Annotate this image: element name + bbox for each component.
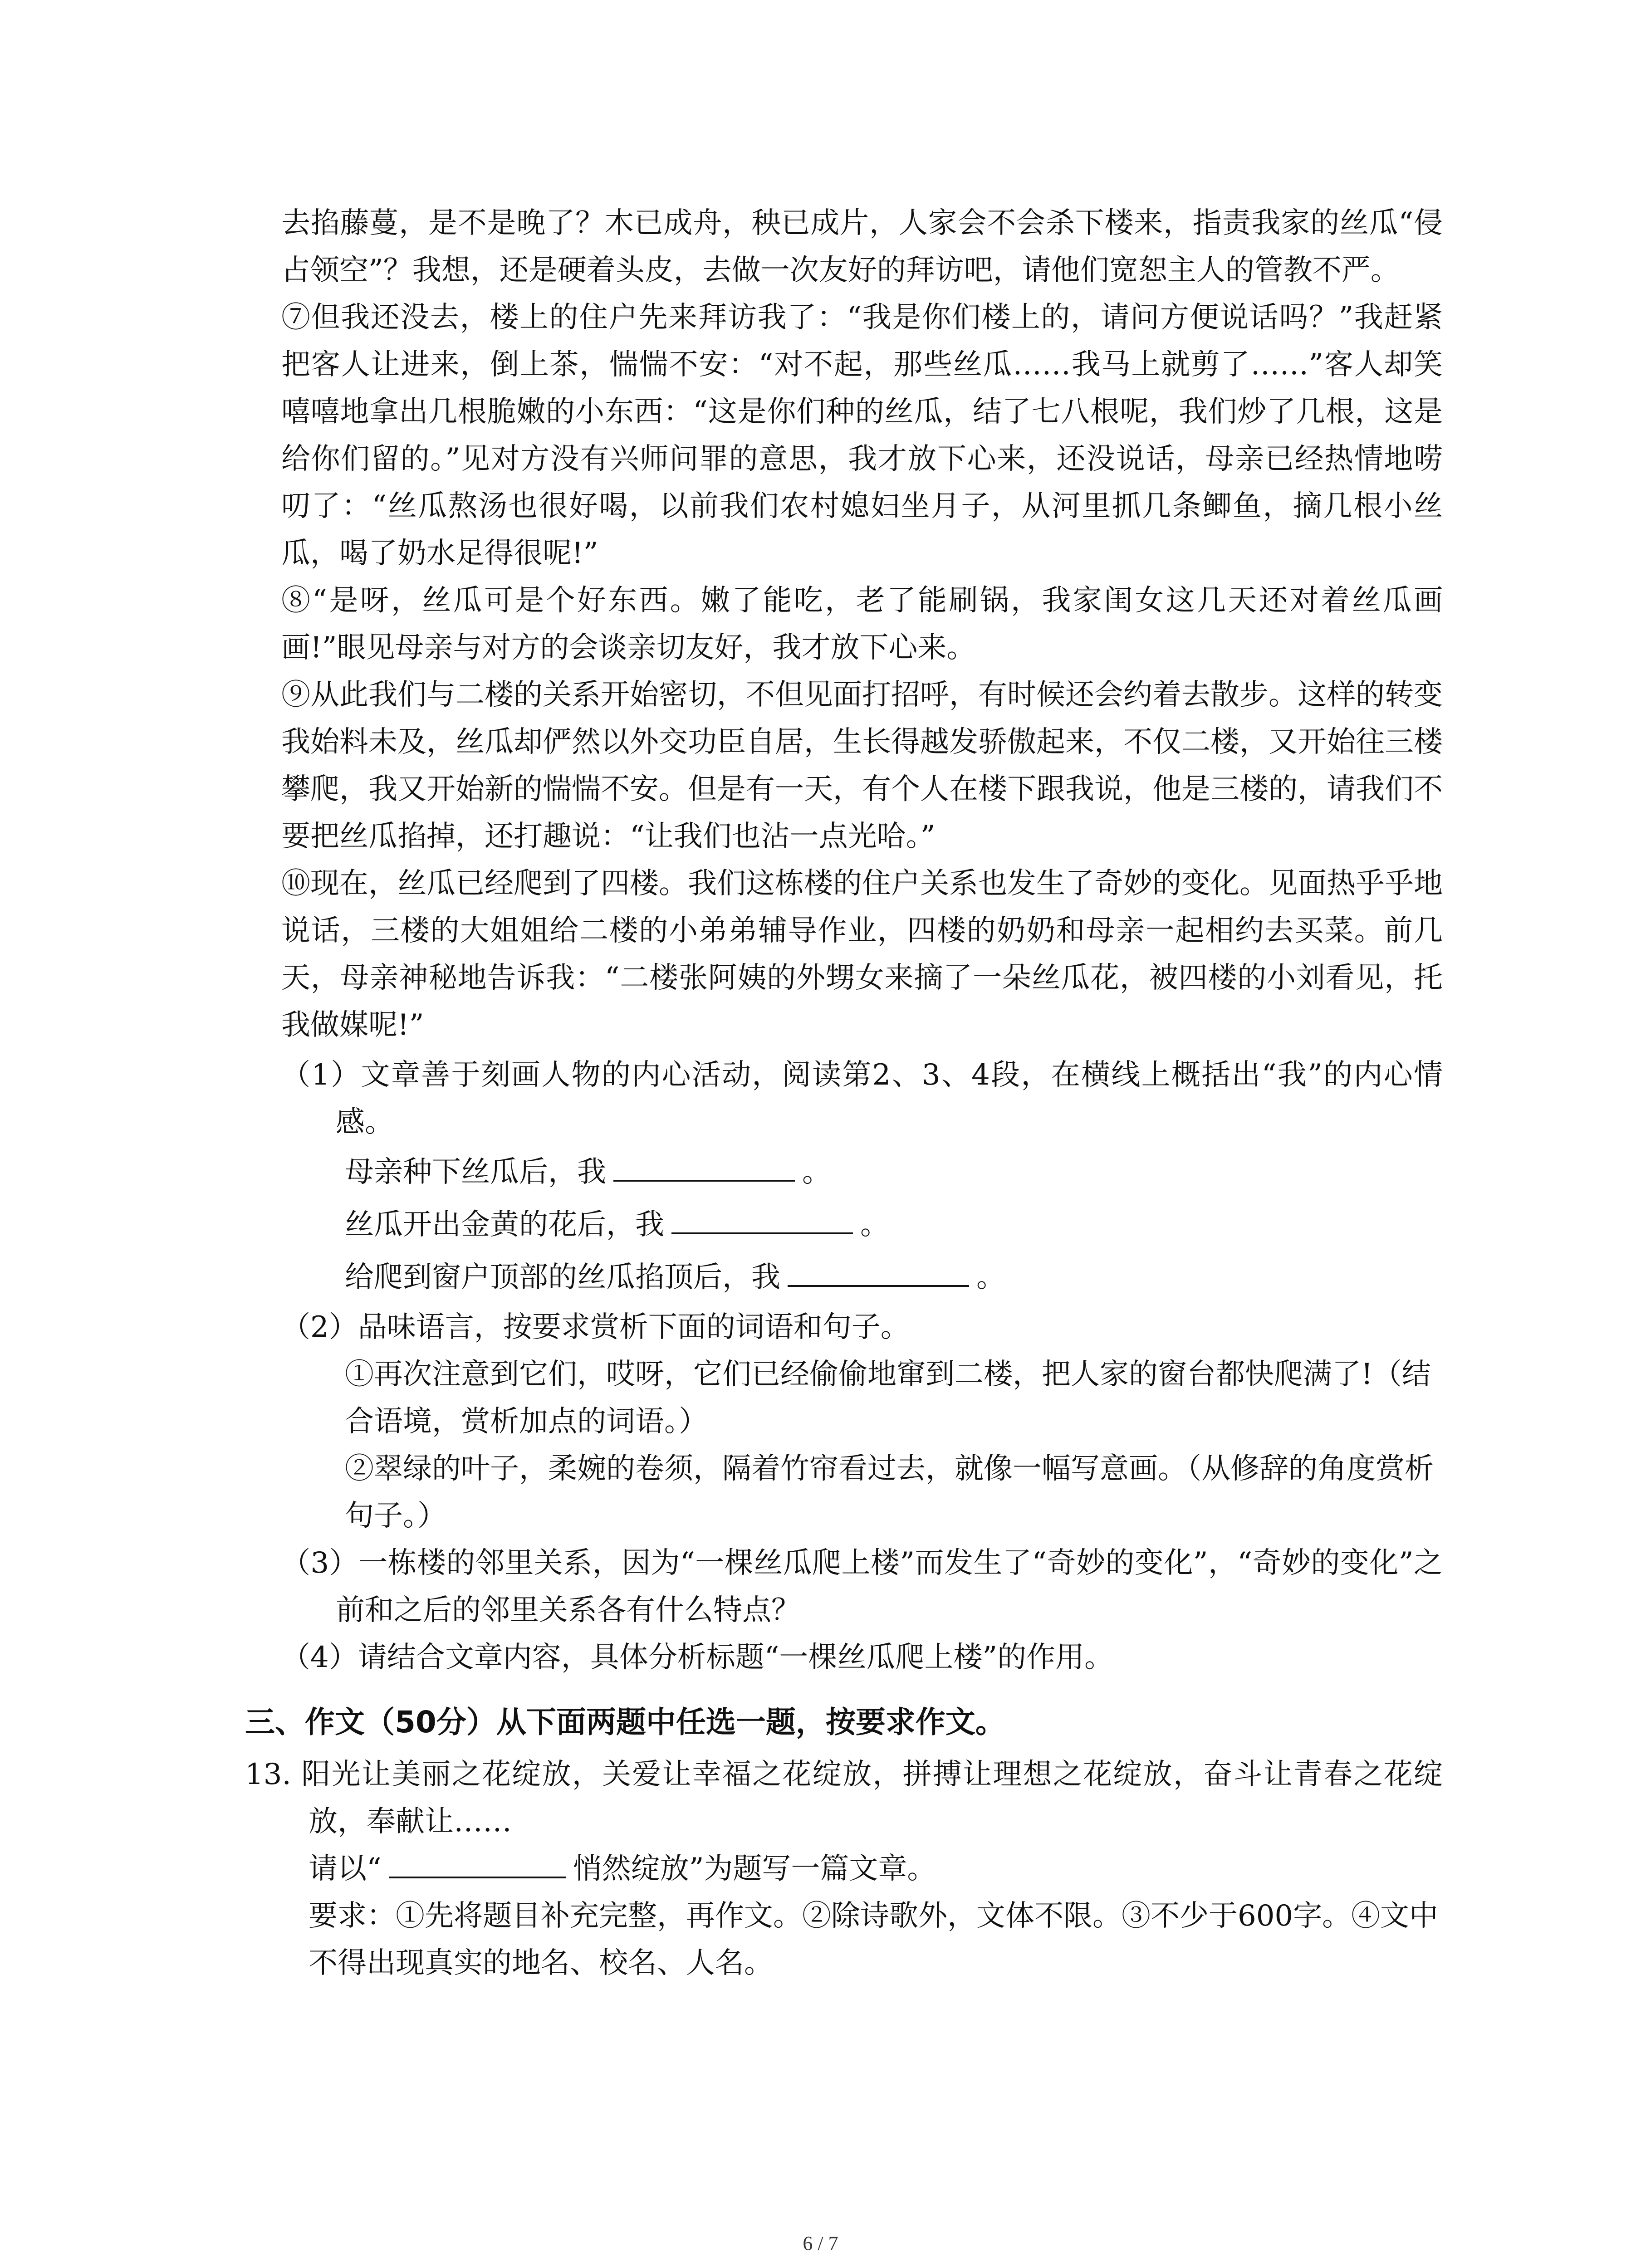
- answer-blank-2[interactable]: [671, 1205, 853, 1234]
- title-blank[interactable]: [389, 1849, 566, 1878]
- section-3-heading: 三、作文（50分）从下面两题中任选一题，按要求作文。: [245, 1705, 1005, 1740]
- fill-1-prefix: 母亲种下丝瓜后，我: [345, 1155, 606, 1189]
- passage-paragraph-9: ⑨从此我们与二楼的关系开始密切，不但见面打招呼，有时候还会约着去散步。这样的转变我始料未及，丝瓜却俨然以外交功臣自居，生长得越发骄傲起来，不仅二楼，又开始往三楼攀爬，我又开始新的惴惴不安。但是有一天，有个人在楼下跟我说，他是三楼的，请我们不要把丝瓜掐掉，还打趣说：“让我们也沾一点光哈。”: [281, 678, 1443, 853]
- question-2-item-2: ②翠绿的叶子，柔婉的卷须，隔着竹帘看过去，就像一幅写意画。（从修辞的角度赏析句子。）: [345, 1452, 1434, 1533]
- question-1-fill-1: [281, 1146, 1443, 1198]
- fill-2-suffix: 。: [860, 1208, 889, 1242]
- passage-paragraph-7: ⑦但我还没去，楼上的住户先来拜访我了：“我是你们楼上的，请问方便说话吗？”我赶紧把客人让进来，倒上茶，惴惴不安：“对不起，那些丝瓜……我马上就剪了……”客人却笑嘻嘻地拿出几根脆嫩的小东西：“这是你们种的丝瓜，结了七八根呢，我们炒了几根，这是给你们留的。”见对方没有兴师问罪的意思，我才放下心来，还没说话，母亲已经热情地唠叨了：“丝瓜熬汤也很好喝，以前我们农村媳妇坐月子，从河里抓几条鲫鱼，摘几根小丝瓜，喝了奶水足得很呢!”: [281, 301, 1443, 570]
- page-number: 6 / 7: [803, 2232, 838, 2254]
- question-1-fill-2: [281, 1198, 1443, 1251]
- passage-paragraph-10: ⑩现在，丝瓜已经爬到了四楼。我们这栋楼的住户关系也发生了奇妙的变化。见面热乎乎地说话，三楼的大姐姐给二楼的小弟弟辅导作业，四楼的奶奶和母亲一起相约去买菜。前几天，母亲神秘地告诉我：“二楼张阿姨的外甥女来摘了一朵丝瓜花，被四楼的小刘看见，托我做媒呢!”: [281, 867, 1443, 1042]
- fill-2-prefix: 丝瓜开出金黄的花后，我: [345, 1208, 664, 1242]
- passage-paragraph-6-continued: 去掐藤蔓，是不是晚了？木已成舟，秧已成片，人家会不会杀下楼来，指责我家的丝瓜“侵占领空”？我想，还是硬着头皮，去做一次友好的拜访吧，请他们宽恕主人的管教不严。: [281, 206, 1443, 287]
- question-2: （2）品味语言，按要求赏析下面的词语和句子。: [281, 1310, 910, 1344]
- answer-blank-1[interactable]: [613, 1153, 795, 1182]
- question-13-requirements: 要求：①先将题目补充完整，再作文。②除诗歌外，文体不限。③不少于600字。④文中不得出现真实的地名、校名、人名。: [309, 1899, 1439, 1980]
- answer-blank-3[interactable]: [788, 1258, 969, 1287]
- passage-paragraph-8: ⑧“是呀，丝瓜可是个好东西。嫩了能吃，老了能刷锅，我家闺女这几天还对着丝瓜画画!”眼见母亲与对方的会谈亲切友好，我才放下心来。: [281, 584, 1443, 665]
- question-1: （1）文章善于刻画人物的内心活动，阅读第2、3、4段，在横线上概括出“我”的内心情感。: [281, 1058, 1443, 1139]
- question-2-item-1: ①再次注意到它们，哎呀，它们已经偷偷地窜到二楼，把人家的窗台都快爬满了!（结合语境，赏析加点的词语。）: [345, 1358, 1431, 1438]
- fill-3-suffix: 。: [976, 1261, 1005, 1294]
- question-4: （4）请结合文章内容，具体分析标题“一棵丝瓜爬上楼”的作用。: [281, 1641, 1114, 1674]
- page-content: [245, 200, 1443, 1987]
- prompt-prefix: 请以“: [309, 1852, 382, 1886]
- fill-1-suffix: 。: [802, 1155, 831, 1189]
- question-13: 13. 阳光让美丽之花绽放，关爱让幸福之花绽放，拼搏让理想之花绽放，奋斗让青春之花绽放，奉献让……: [245, 1758, 1443, 1838]
- prompt-suffix: 悄然绽放”为题写一篇文章。: [573, 1852, 936, 1886]
- question-13-prompt: [281, 1845, 1443, 1892]
- question-3: （3）一栋楼的邻里关系，因为“一棵丝瓜爬上楼”而发生了“奇妙的变化”，“奇妙的变化”之前和之后的邻里关系各有什么特点？: [281, 1546, 1443, 1627]
- fill-3-prefix: 给爬到窗户顶部的丝瓜掐顶后，我: [345, 1261, 780, 1294]
- question-1-fill-3: [281, 1251, 1443, 1304]
